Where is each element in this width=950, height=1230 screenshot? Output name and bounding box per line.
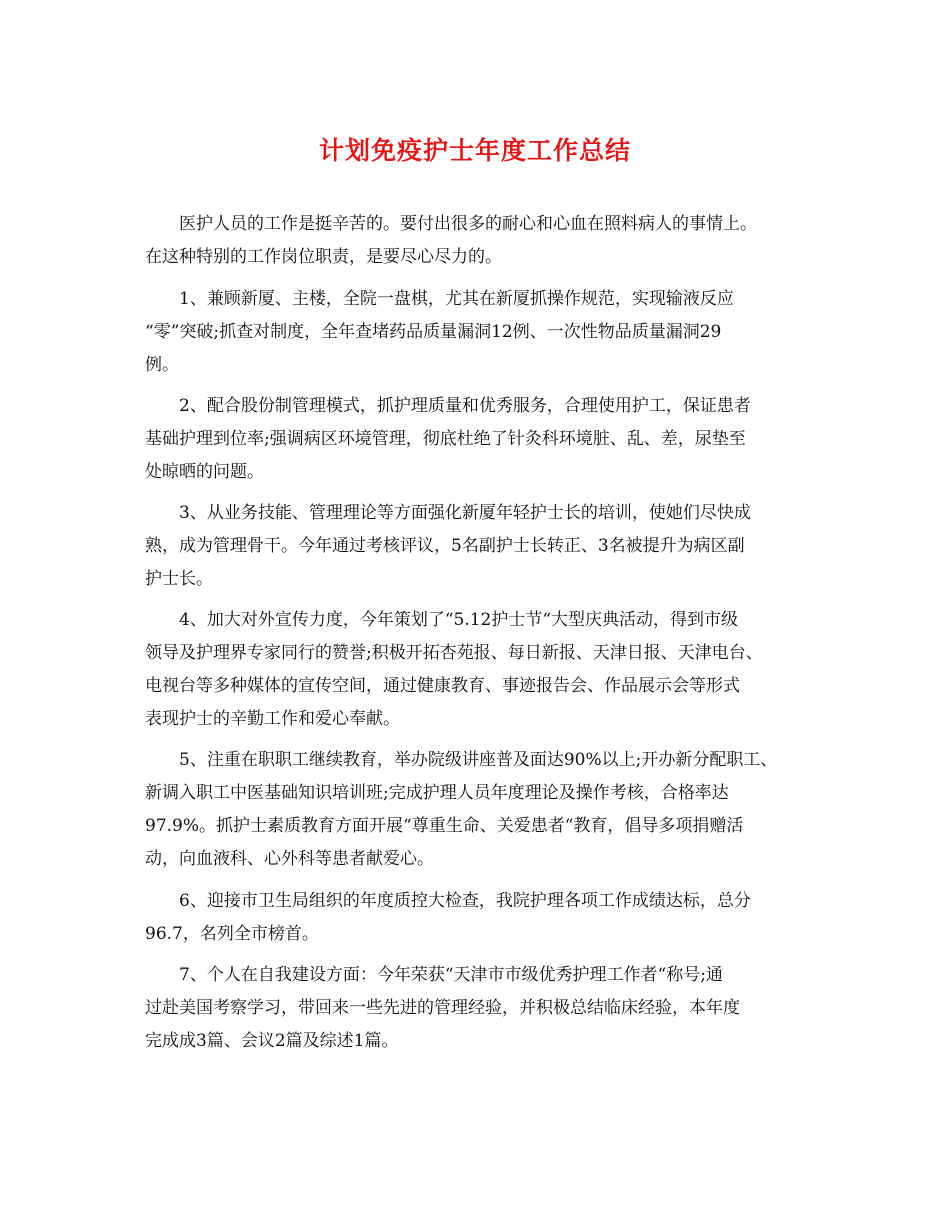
paragraph-line: 4、加大对外宣传力度，今年策划了“5.12护士节“大型庆典活动，得到市级	[179, 610, 739, 630]
paragraph-line: 完成成3篇、会议2篇及综述1篇。	[145, 1031, 399, 1051]
paragraph-line: 动，向血液科、心外科等患者献爱心。	[145, 849, 434, 869]
paragraph-line: 97.9%。抓护士素质教育方面开展“尊重生命、关爱患者“教育，倡导多项捐赠活	[145, 816, 744, 836]
paragraph-line: 医护人员的工作是挺辛苦的。要付出很多的耐心和心血在照料病人的事情上。	[179, 214, 757, 234]
paragraph-line: 5、注重在职职工继续教育，举办院级讲座普及面达90%以上;开办新分配职工、	[179, 750, 778, 770]
paragraph-line: 96.7，名列全市榜首。	[145, 924, 319, 944]
paragraph-line: 基础护理到位率;强调病区环境管理，彻底杜绝了针灸科环境脏、乱、差，尿垫至	[145, 429, 746, 449]
paragraph-line: 新调入职工中医基础知识培训班;完成护理人员年度理论及操作考核，合格率达	[145, 783, 729, 803]
paragraph-line: 3、从业务技能、管理理论等方面强化新厦年轻护士长的培训，使她们尽快成	[179, 503, 751, 523]
paragraph-line: 电视台等多种媒体的宣传空间，通过健康教育、事迹报告会、作品展示会等形式	[145, 676, 740, 696]
paragraph-line: 1、兼顾新厦、主楼，全院一盘棋，尤其在新厦抓操作规范，实现输液反应	[179, 289, 734, 309]
paragraph-line: 7、个人在自我建设方面：今年荣获“天津市市级优秀护理工作者“称号;通	[179, 965, 723, 985]
paragraph-line: 表现护士的辛勤工作和爱心奉献。	[145, 709, 400, 729]
paragraph-line: 2、配合股份制管理模式，抓护理质量和优秀服务，合理使用护工，保证患者	[179, 396, 751, 416]
document-title: 计划免疫护士年度工作总结	[318, 136, 631, 165]
paragraph-line: 6、迎接市卫生局组织的年度质控大检查，我院护理各项工作成绩达标，总分	[179, 891, 751, 911]
paragraph-line: 过赴美国考察学习，带回来一些先进的管理经验，并积极总结临床经验，本年度	[145, 998, 740, 1018]
paragraph-line: “零”突破;抓查对制度，全年查堵药品质量漏洞12例、一次性物品质量漏洞29	[145, 322, 722, 342]
paragraph-line: 护士长。	[145, 569, 213, 589]
paragraph-line: 熟，成为管理骨干。今年通过考核评议，5名副护士长转正、3名被提升为病区副	[145, 536, 745, 556]
paragraph-line: 例。	[145, 355, 179, 375]
paragraph-line: 处晾晒的问题。	[145, 462, 264, 482]
paragraph-line: 领导及护理界专家同行的赞誉;积极开拓杏苑报、每日新报、天津日报、天津电台、	[145, 643, 763, 663]
paragraph-line: 在这种特别的工作岗位职责，是要尽心尽力的。	[145, 247, 502, 267]
